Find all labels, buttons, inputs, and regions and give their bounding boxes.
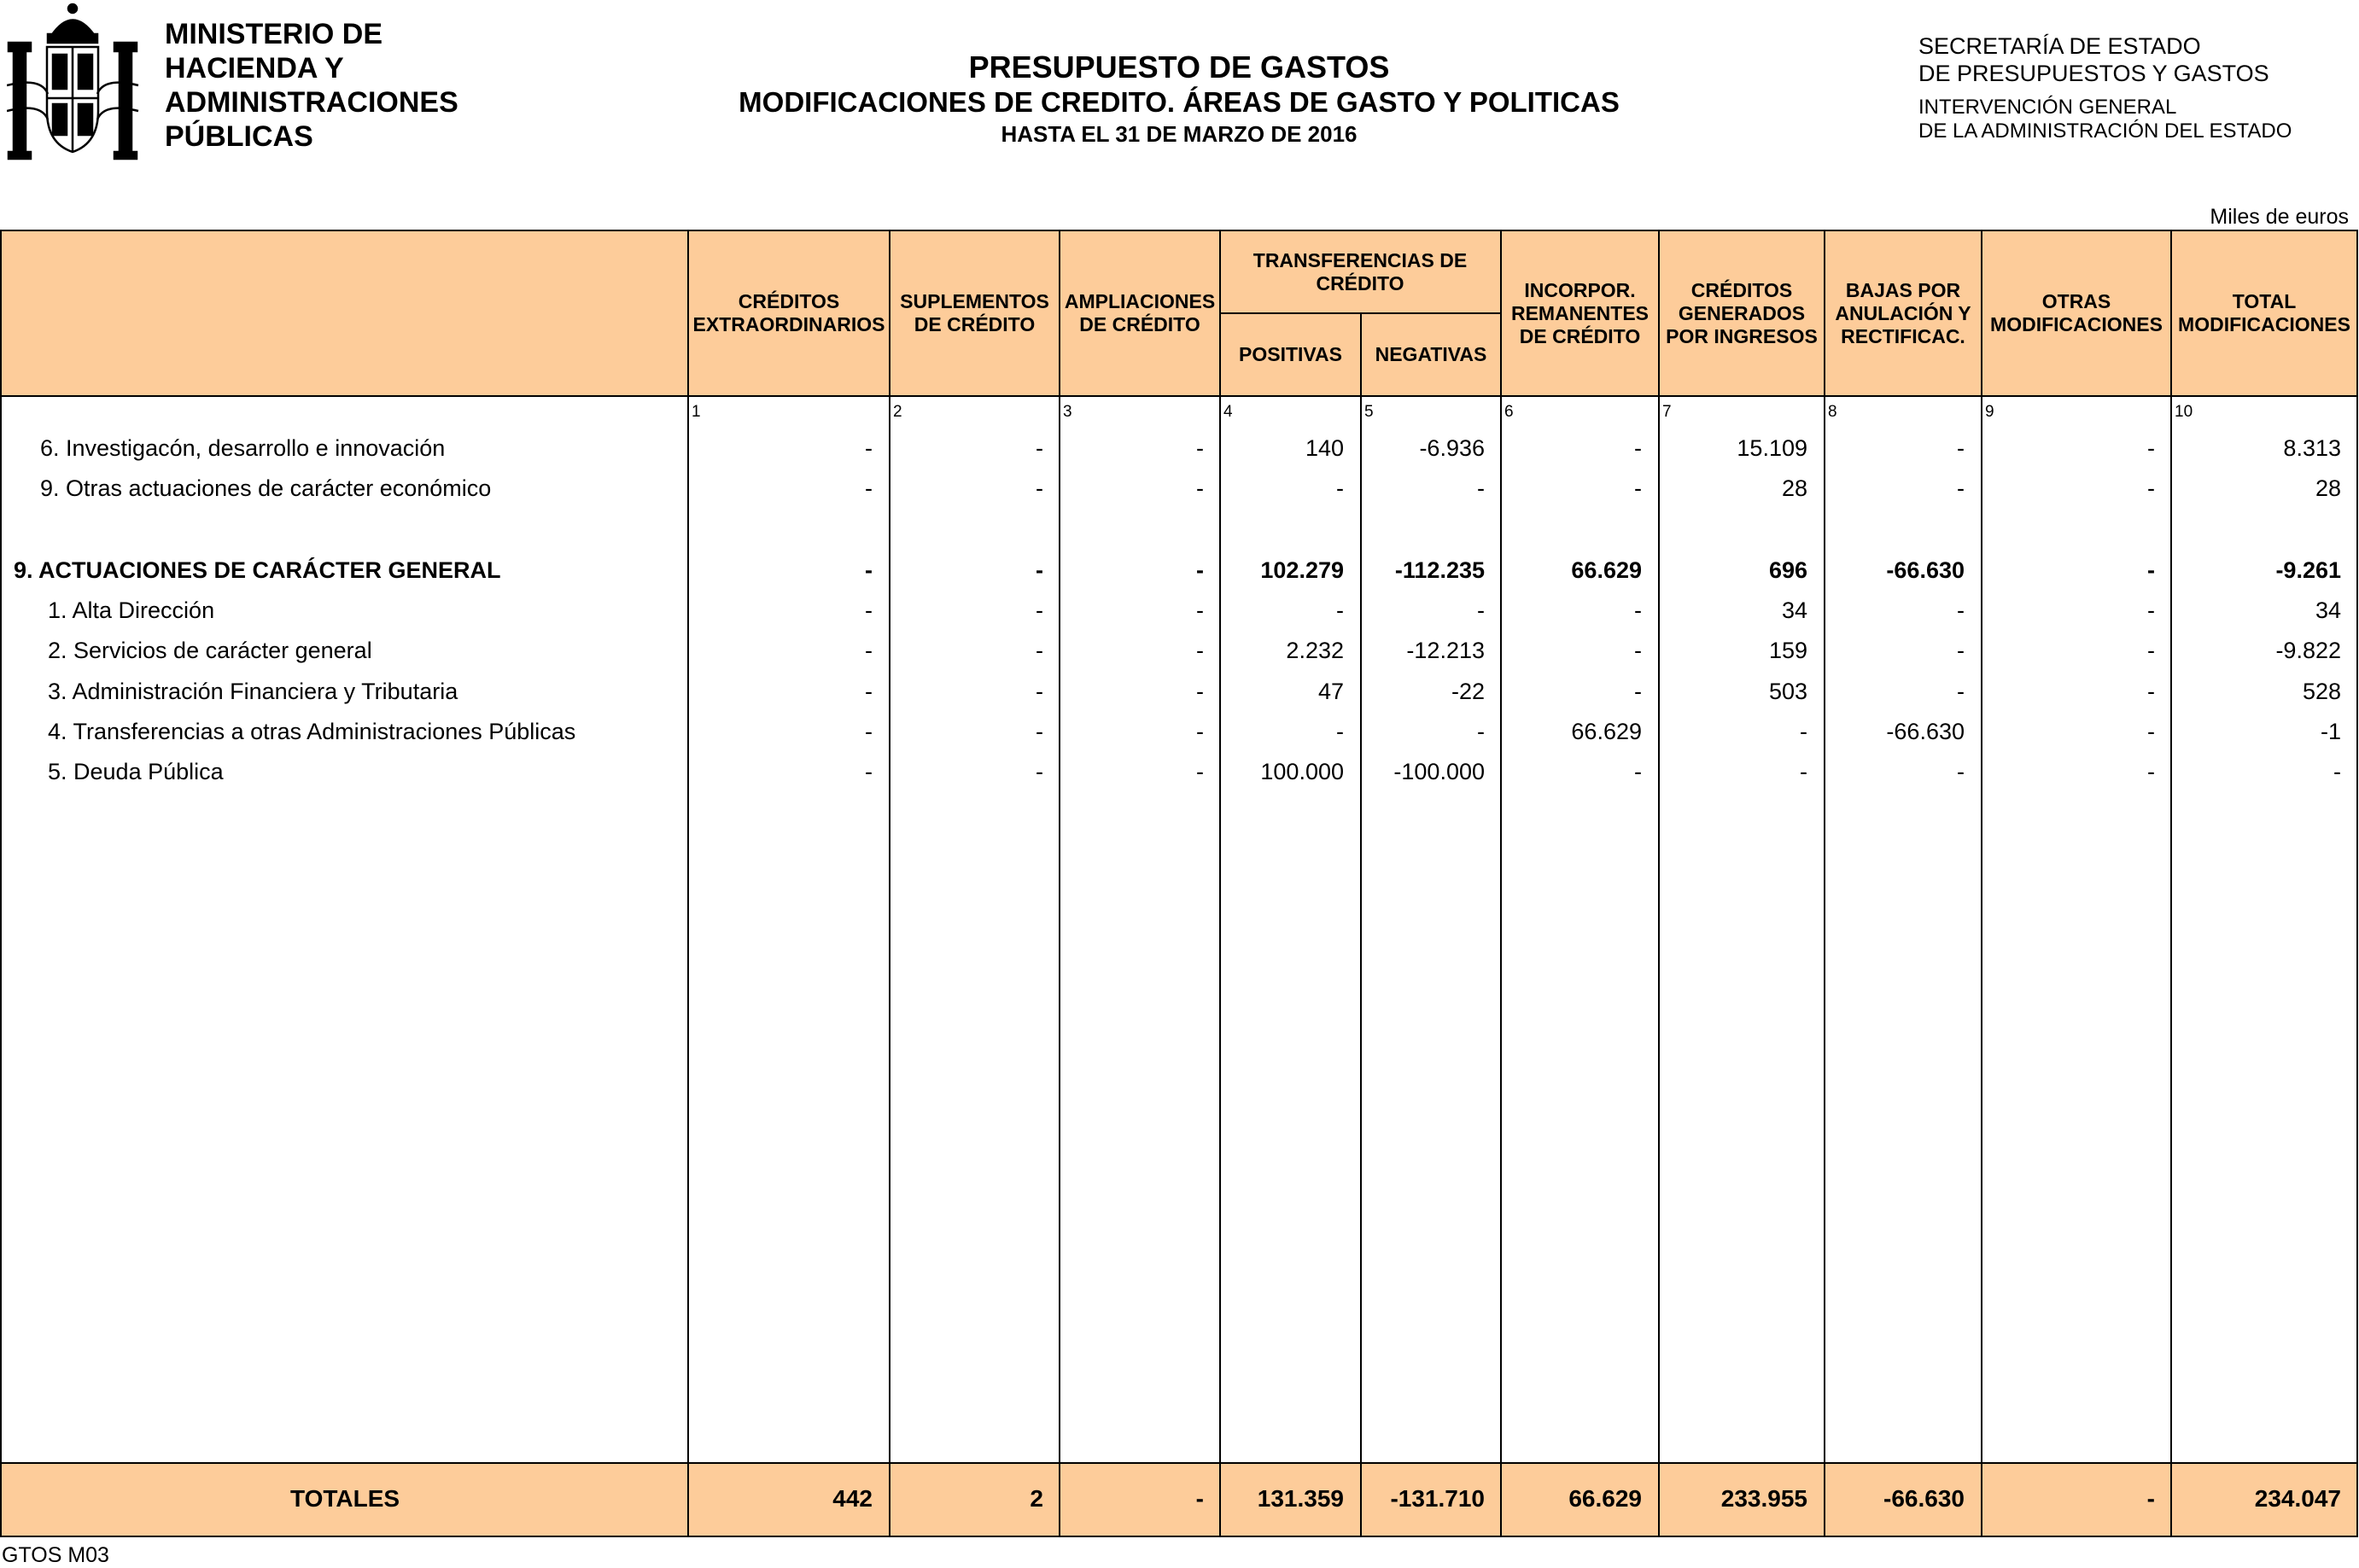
totals-cell-col4: 131.359 <box>1257 1485 1344 1512</box>
row-cell-col1: - <box>865 759 873 784</box>
row-cell-col8: -66.630 <box>1886 557 1965 583</box>
row-cell-col9: - <box>2147 475 2155 501</box>
row-cell-col1: - <box>865 435 873 461</box>
row-cell-col7: 159 <box>1768 638 1807 663</box>
row-cell-col1: - <box>865 597 873 623</box>
column-header-creditos-extraordinarios: CRÉDITOS EXTRAORDINARIOS <box>692 290 885 335</box>
row-cell-col10: 34 <box>2315 597 2341 623</box>
column-number: 9 <box>1985 403 1994 421</box>
row-cell-col7: 15.109 <box>1737 435 1807 461</box>
row-cell-col3: - <box>1196 759 1204 784</box>
row-cell-col7: - <box>1800 759 1807 784</box>
column-header-total-modificaciones: TOTAL MODIFICACIONES <box>2178 290 2350 335</box>
row-cell-col10: - <box>2333 759 2341 784</box>
row-cell-col5: -12.213 <box>1406 638 1485 663</box>
ministry-line: ADMINISTRACIONES <box>165 86 458 119</box>
row-cell-col8: - <box>1957 679 1965 704</box>
table-row <box>0 759 2359 798</box>
column-number: 8 <box>1828 403 1837 421</box>
row-cell-col8: - <box>1957 475 1965 501</box>
row-cell-col3: - <box>1196 557 1204 583</box>
row-cell-col9: - <box>2147 597 2155 623</box>
row-cell-col5: -100.000 <box>1393 759 1485 784</box>
row-cell-col4: - <box>1336 597 1344 623</box>
report-date: HASTA EL 31 DE MARZO DE 2016 <box>1001 121 1358 147</box>
row-cell-col9: - <box>2147 638 2155 663</box>
row-cell-col6: - <box>1634 759 1642 784</box>
row-cell-col6: - <box>1634 475 1642 501</box>
column-header-positivas: POSITIVAS <box>1239 343 1342 365</box>
row-cell-col4: 47 <box>1317 679 1344 704</box>
totals-cell-col7: 233.955 <box>1720 1485 1807 1512</box>
column-header-creditos-generados: CRÉDITOS GENERADOS POR INGRESOS <box>1666 278 1818 347</box>
ministry-name <box>165 17 458 154</box>
column-header-transferencias: TRANSFERENCIAS DE CRÉDITO <box>1252 248 1468 294</box>
row-cell-col2: - <box>1036 435 1043 461</box>
table-row <box>0 679 2359 718</box>
row-label: 2. Servicios de carácter general <box>48 638 372 663</box>
totals-cell-col10: 234.047 <box>2254 1485 2341 1512</box>
row-cell-col5: -112.235 <box>1394 557 1485 583</box>
report-title-block <box>667 50 1691 149</box>
row-cell-col5: - <box>1477 719 1485 744</box>
table-row <box>0 597 2359 637</box>
row-cell-col1: - <box>865 557 873 583</box>
column-header-ampliaciones: AMPLIACIONES DE CRÉDITO <box>1064 290 1216 335</box>
row-cell-col7: - <box>1800 719 1807 744</box>
column-number: 2 <box>893 403 902 421</box>
row-cell-col2: - <box>1036 759 1043 784</box>
row-label: 9. ACTUACIONES DE CARÁCTER GENERAL <box>14 557 501 583</box>
column-header-negativas: NEGATIVAS <box>1375 343 1487 365</box>
report-title: PRESUPUESTO DE GASTOS <box>968 50 1390 85</box>
secretaria-block <box>1918 32 2292 143</box>
form-code: GTOS M03 <box>2 1543 109 1567</box>
row-cell-col1: - <box>865 475 873 501</box>
row-cell-col7: 28 <box>1781 475 1807 501</box>
intervencion-line: DE LA ADMINISTRACIÓN DEL ESTADO <box>1918 119 2292 143</box>
row-cell-col5: -22 <box>1451 679 1485 704</box>
row-cell-col10: 528 <box>2302 679 2341 704</box>
table-row <box>0 435 2359 475</box>
totals-cell-col3: - <box>1195 1485 1204 1512</box>
ministry-line: HACIENDA Y <box>165 52 344 85</box>
row-cell-col7: 503 <box>1768 679 1807 704</box>
row-cell-col2: - <box>1036 638 1043 663</box>
row-cell-col1: - <box>865 679 873 704</box>
row-label: 3. Administración Financiera y Tributaria <box>48 679 458 704</box>
row-cell-col7: 34 <box>1781 597 1807 623</box>
totals-cell-col8: -66.630 <box>1883 1485 1965 1512</box>
row-cell-col2: - <box>1036 679 1043 704</box>
intervencion-line: INTERVENCIÓN GENERAL <box>1918 96 2177 119</box>
row-cell-col10: -1 <box>2320 719 2341 744</box>
column-number: 5 <box>1364 403 1374 421</box>
column-header-otras-modificaciones: OTRAS MODIFICACIONES <box>1990 290 2163 335</box>
row-label: 4. Transferencias a otras Administraciones Públicas <box>48 719 576 744</box>
secretaria-line: DE PRESUPUESTOS Y GASTOS <box>1918 61 2269 86</box>
row-cell-col4: 140 <box>1305 435 1344 461</box>
coat-of-arms-logo <box>7 0 139 162</box>
row-cell-col10: -9.261 <box>2275 557 2341 583</box>
row-cell-col5: - <box>1477 475 1485 501</box>
row-cell-col3: - <box>1196 475 1204 501</box>
row-label: 1. Alta Dirección <box>48 597 215 623</box>
row-cell-col9: - <box>2147 679 2155 704</box>
totals-cell-col6: 66.629 <box>1568 1485 1642 1512</box>
row-cell-col3: - <box>1196 638 1204 663</box>
row-cell-col4: - <box>1336 719 1344 744</box>
column-header-incorpor-remanentes: INCORPOR. REMANENTES DE CRÉDITO <box>1510 278 1649 347</box>
row-cell-col2: - <box>1036 597 1043 623</box>
row-cell-col6: - <box>1634 679 1642 704</box>
row-cell-col4: - <box>1336 475 1344 501</box>
row-cell-col8: - <box>1957 435 1965 461</box>
totals-cell-col9: - <box>2146 1485 2155 1512</box>
row-cell-col7: 696 <box>1768 557 1807 583</box>
column-header-bajas-anulacion: BAJAS POR ANULACIÓN Y RECTIFICAC. <box>1835 278 1971 347</box>
totals-cell-col1: 442 <box>832 1485 873 1512</box>
totals-label: TOTALES <box>290 1485 400 1512</box>
ministry-line: MINISTERIO DE <box>165 18 383 50</box>
row-label: 5. Deuda Pública <box>48 759 224 784</box>
table-row <box>0 719 2359 758</box>
table-row <box>0 475 2359 515</box>
row-cell-col2: - <box>1036 719 1043 744</box>
column-number: 10 <box>2175 403 2193 421</box>
row-cell-col1: - <box>865 719 873 744</box>
totals-cell-col2: 2 <box>1030 1485 1043 1512</box>
row-cell-col2: - <box>1036 475 1043 501</box>
row-cell-col3: - <box>1196 719 1204 744</box>
column-header-suplementos: SUPLEMENTOS DE CRÉDITO <box>900 290 1049 335</box>
row-cell-col6: 66.629 <box>1571 557 1642 583</box>
row-cell-col10: 8.313 <box>2283 435 2341 461</box>
row-cell-col5: -6.936 <box>1419 435 1485 461</box>
report-subtitle: MODIFICACIONES DE CREDITO. ÁREAS DE GASTO Y POLITICAS <box>739 86 1620 118</box>
row-cell-col5: - <box>1477 597 1485 623</box>
row-label: 9. Otras actuaciones de carácter económico <box>40 475 492 501</box>
table-row <box>0 638 2359 677</box>
units-label: Miles de euros <box>2210 205 2349 229</box>
row-cell-col6: 66.629 <box>1571 719 1642 744</box>
ministry-line: PÚBLICAS <box>165 120 313 153</box>
row-cell-col10: -9.822 <box>2275 638 2341 663</box>
column-number: 7 <box>1662 403 1672 421</box>
row-cell-col2: - <box>1036 557 1043 583</box>
row-cell-col6: - <box>1634 638 1642 663</box>
totals-cell-col5: -131.710 <box>1390 1485 1485 1512</box>
row-cell-col9: - <box>2147 557 2155 583</box>
row-cell-col3: - <box>1196 679 1204 704</box>
row-cell-col6: - <box>1634 597 1642 623</box>
table-row <box>0 557 2359 597</box>
column-number: 4 <box>1223 403 1233 421</box>
row-cell-col4: 102.279 <box>1260 557 1344 583</box>
column-number: 3 <box>1063 403 1072 421</box>
column-number: 1 <box>692 403 701 421</box>
row-cell-col9: - <box>2147 435 2155 461</box>
row-cell-col8: - <box>1957 597 1965 623</box>
row-cell-col9: - <box>2147 719 2155 744</box>
row-cell-col4: 100.000 <box>1260 759 1344 784</box>
row-cell-col6: - <box>1634 435 1642 461</box>
secretaria-line: SECRETARÍA DE ESTADO <box>1918 33 2201 59</box>
column-number: 6 <box>1504 403 1514 421</box>
row-cell-col10: 28 <box>2315 475 2341 501</box>
row-cell-col9: - <box>2147 759 2155 784</box>
row-label: 6. Investigacón, desarrollo e innovación <box>40 435 446 461</box>
row-cell-col8: -66.630 <box>1886 719 1965 744</box>
row-cell-col1: - <box>865 638 873 663</box>
row-cell-col8: - <box>1957 759 1965 784</box>
row-cell-col3: - <box>1196 597 1204 623</box>
row-cell-col4: 2.232 <box>1286 638 1344 663</box>
row-cell-col3: - <box>1196 435 1204 461</box>
row-cell-col8: - <box>1957 638 1965 663</box>
